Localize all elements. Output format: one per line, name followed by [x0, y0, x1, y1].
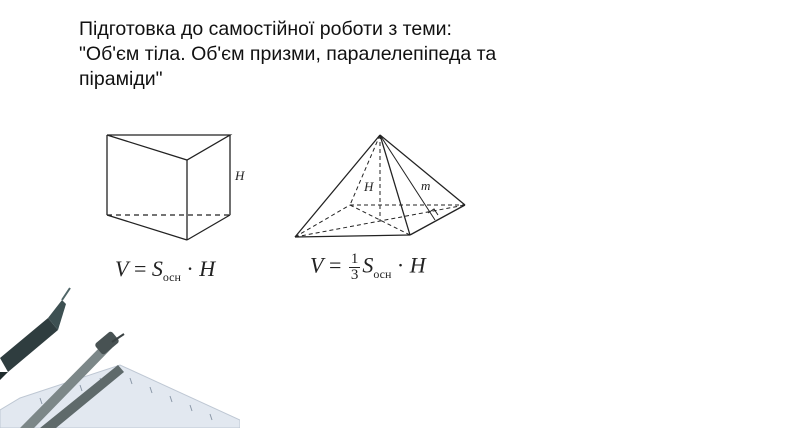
pyramid-formula — [310, 252, 426, 283]
pyramid-formula-eq: = — [323, 252, 347, 278]
prism-top-face — [107, 135, 230, 160]
prism-formula-h: H — [199, 256, 216, 281]
prism-formula-dot: · — [180, 256, 200, 281]
pyramid-apothem-label: m — [421, 178, 431, 193]
slide-title — [79, 17, 639, 92]
pyramid-base-front — [295, 235, 410, 237]
prism-formula-eq: = — [128, 256, 152, 281]
pyramid-formula-s: S — [362, 252, 374, 278]
prism-formula — [115, 256, 215, 282]
title-line-3: піраміди" — [79, 68, 163, 90]
prism-formula-s: S — [151, 256, 163, 281]
pyramid-edge-hidden — [350, 135, 380, 205]
pyramid-right-angle — [428, 209, 438, 215]
pyramid-formula-dot: · — [391, 252, 410, 278]
prism-bottom-front-left — [107, 215, 187, 240]
pyramid-formula-v: V — [310, 252, 324, 278]
fraction-denominator: 3 — [350, 267, 359, 283]
pyramid-base-left-hidden — [295, 205, 350, 237]
pyramid-formula-fraction — [349, 252, 361, 283]
pyramid-edge-right — [380, 135, 465, 205]
prism-formula-sub: осн — [162, 270, 181, 284]
pen-icon — [0, 288, 70, 380]
title-line-1: Підготовка до самостійної роботи з теми: — [79, 18, 452, 40]
pyramid-base-right — [410, 205, 465, 235]
title-line-2: "Об'єм тіла. Об'єм призми, паралелепіпеда та — [79, 43, 497, 65]
pyramid-figure — [285, 125, 475, 245]
prism-formula-v: V — [115, 256, 129, 281]
fraction-numerator: 1 — [350, 251, 359, 267]
pyramid-formula-h: H — [409, 252, 426, 278]
prism-height-label: H — [235, 168, 245, 183]
pyramid-height-label: H — [364, 179, 374, 194]
stationery-decoration — [0, 280, 240, 428]
prism-bottom-front-right — [187, 215, 230, 240]
prism-figure — [95, 125, 265, 250]
pyramid-formula-sub: осн — [373, 266, 392, 281]
